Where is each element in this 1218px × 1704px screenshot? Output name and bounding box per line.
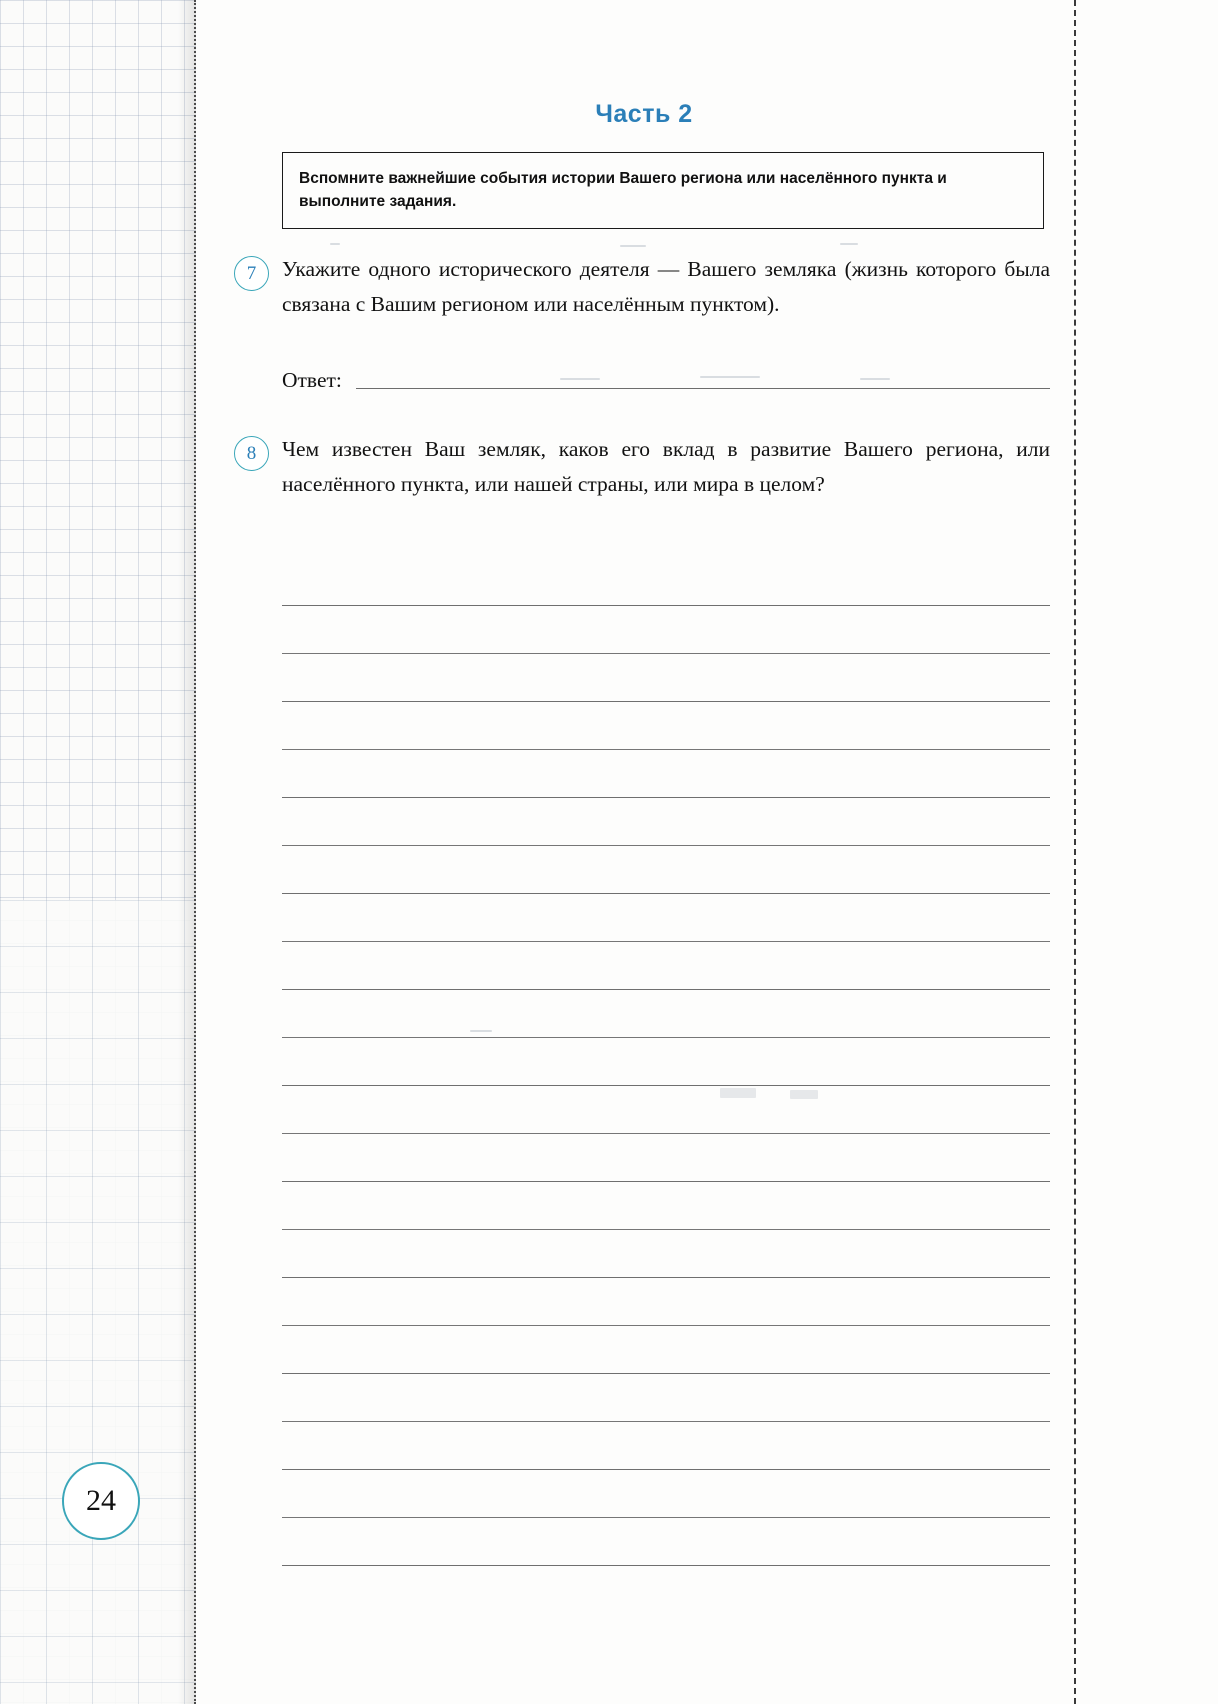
- answer-line[interactable]: [282, 1518, 1050, 1566]
- graph-paper-background-lower: [0, 900, 196, 1704]
- answer-line[interactable]: [282, 894, 1050, 942]
- answer-line[interactable]: [282, 1182, 1050, 1230]
- answer-line[interactable]: [282, 1278, 1050, 1326]
- instruction-box: Вспомните важнейшие события истории Вашего региона или населённого пункта и выполните задания.: [282, 152, 1044, 229]
- answer-line[interactable]: [282, 702, 1050, 750]
- task-number-badge-7: 7: [234, 256, 269, 291]
- answer-label: Ответ:: [282, 368, 342, 392]
- answer-line[interactable]: [282, 1422, 1050, 1470]
- answer-line[interactable]: [282, 798, 1050, 846]
- answer-line[interactable]: [282, 1134, 1050, 1182]
- answer-line[interactable]: [282, 1230, 1050, 1278]
- dotted-cut-line-left: [194, 0, 196, 1704]
- answer-line[interactable]: [282, 1326, 1050, 1374]
- answer-line[interactable]: [282, 942, 1050, 990]
- task-7-answer-input[interactable]: [356, 368, 1050, 389]
- answer-line[interactable]: [282, 558, 1050, 606]
- task-7: [246, 252, 1050, 322]
- answer-line[interactable]: [282, 1038, 1050, 1086]
- task-7-text: Укажите одного исторического деятеля — Вашего земляка (жизнь которого была связана с Вашим регионом или населённым пунктом).: [282, 257, 1050, 316]
- task-8: [246, 432, 1050, 502]
- answer-line[interactable]: [282, 750, 1050, 798]
- task-7-answer-row: [282, 368, 1050, 393]
- answer-line[interactable]: [282, 1086, 1050, 1134]
- part-title: Часть 2: [595, 100, 693, 128]
- answer-line[interactable]: [282, 1470, 1050, 1518]
- answer-line[interactable]: [282, 990, 1050, 1038]
- answer-line[interactable]: [282, 846, 1050, 894]
- dashed-cut-line-right: [1074, 0, 1076, 1704]
- answer-line[interactable]: [282, 1374, 1050, 1422]
- task-8-text: Чем известен Ваш земляк, каков его вклад в развитие Вашего региона, или населённого пункта, или нашей страны, или мира в целом?: [282, 437, 1050, 496]
- task-number-badge-8: 8: [234, 436, 269, 471]
- page-number: 24: [62, 1462, 140, 1540]
- answer-line[interactable]: [282, 606, 1050, 654]
- answer-line[interactable]: [282, 654, 1050, 702]
- task-8-answer-lines[interactable]: [282, 558, 1050, 1566]
- page-content: [232, 0, 1056, 1704]
